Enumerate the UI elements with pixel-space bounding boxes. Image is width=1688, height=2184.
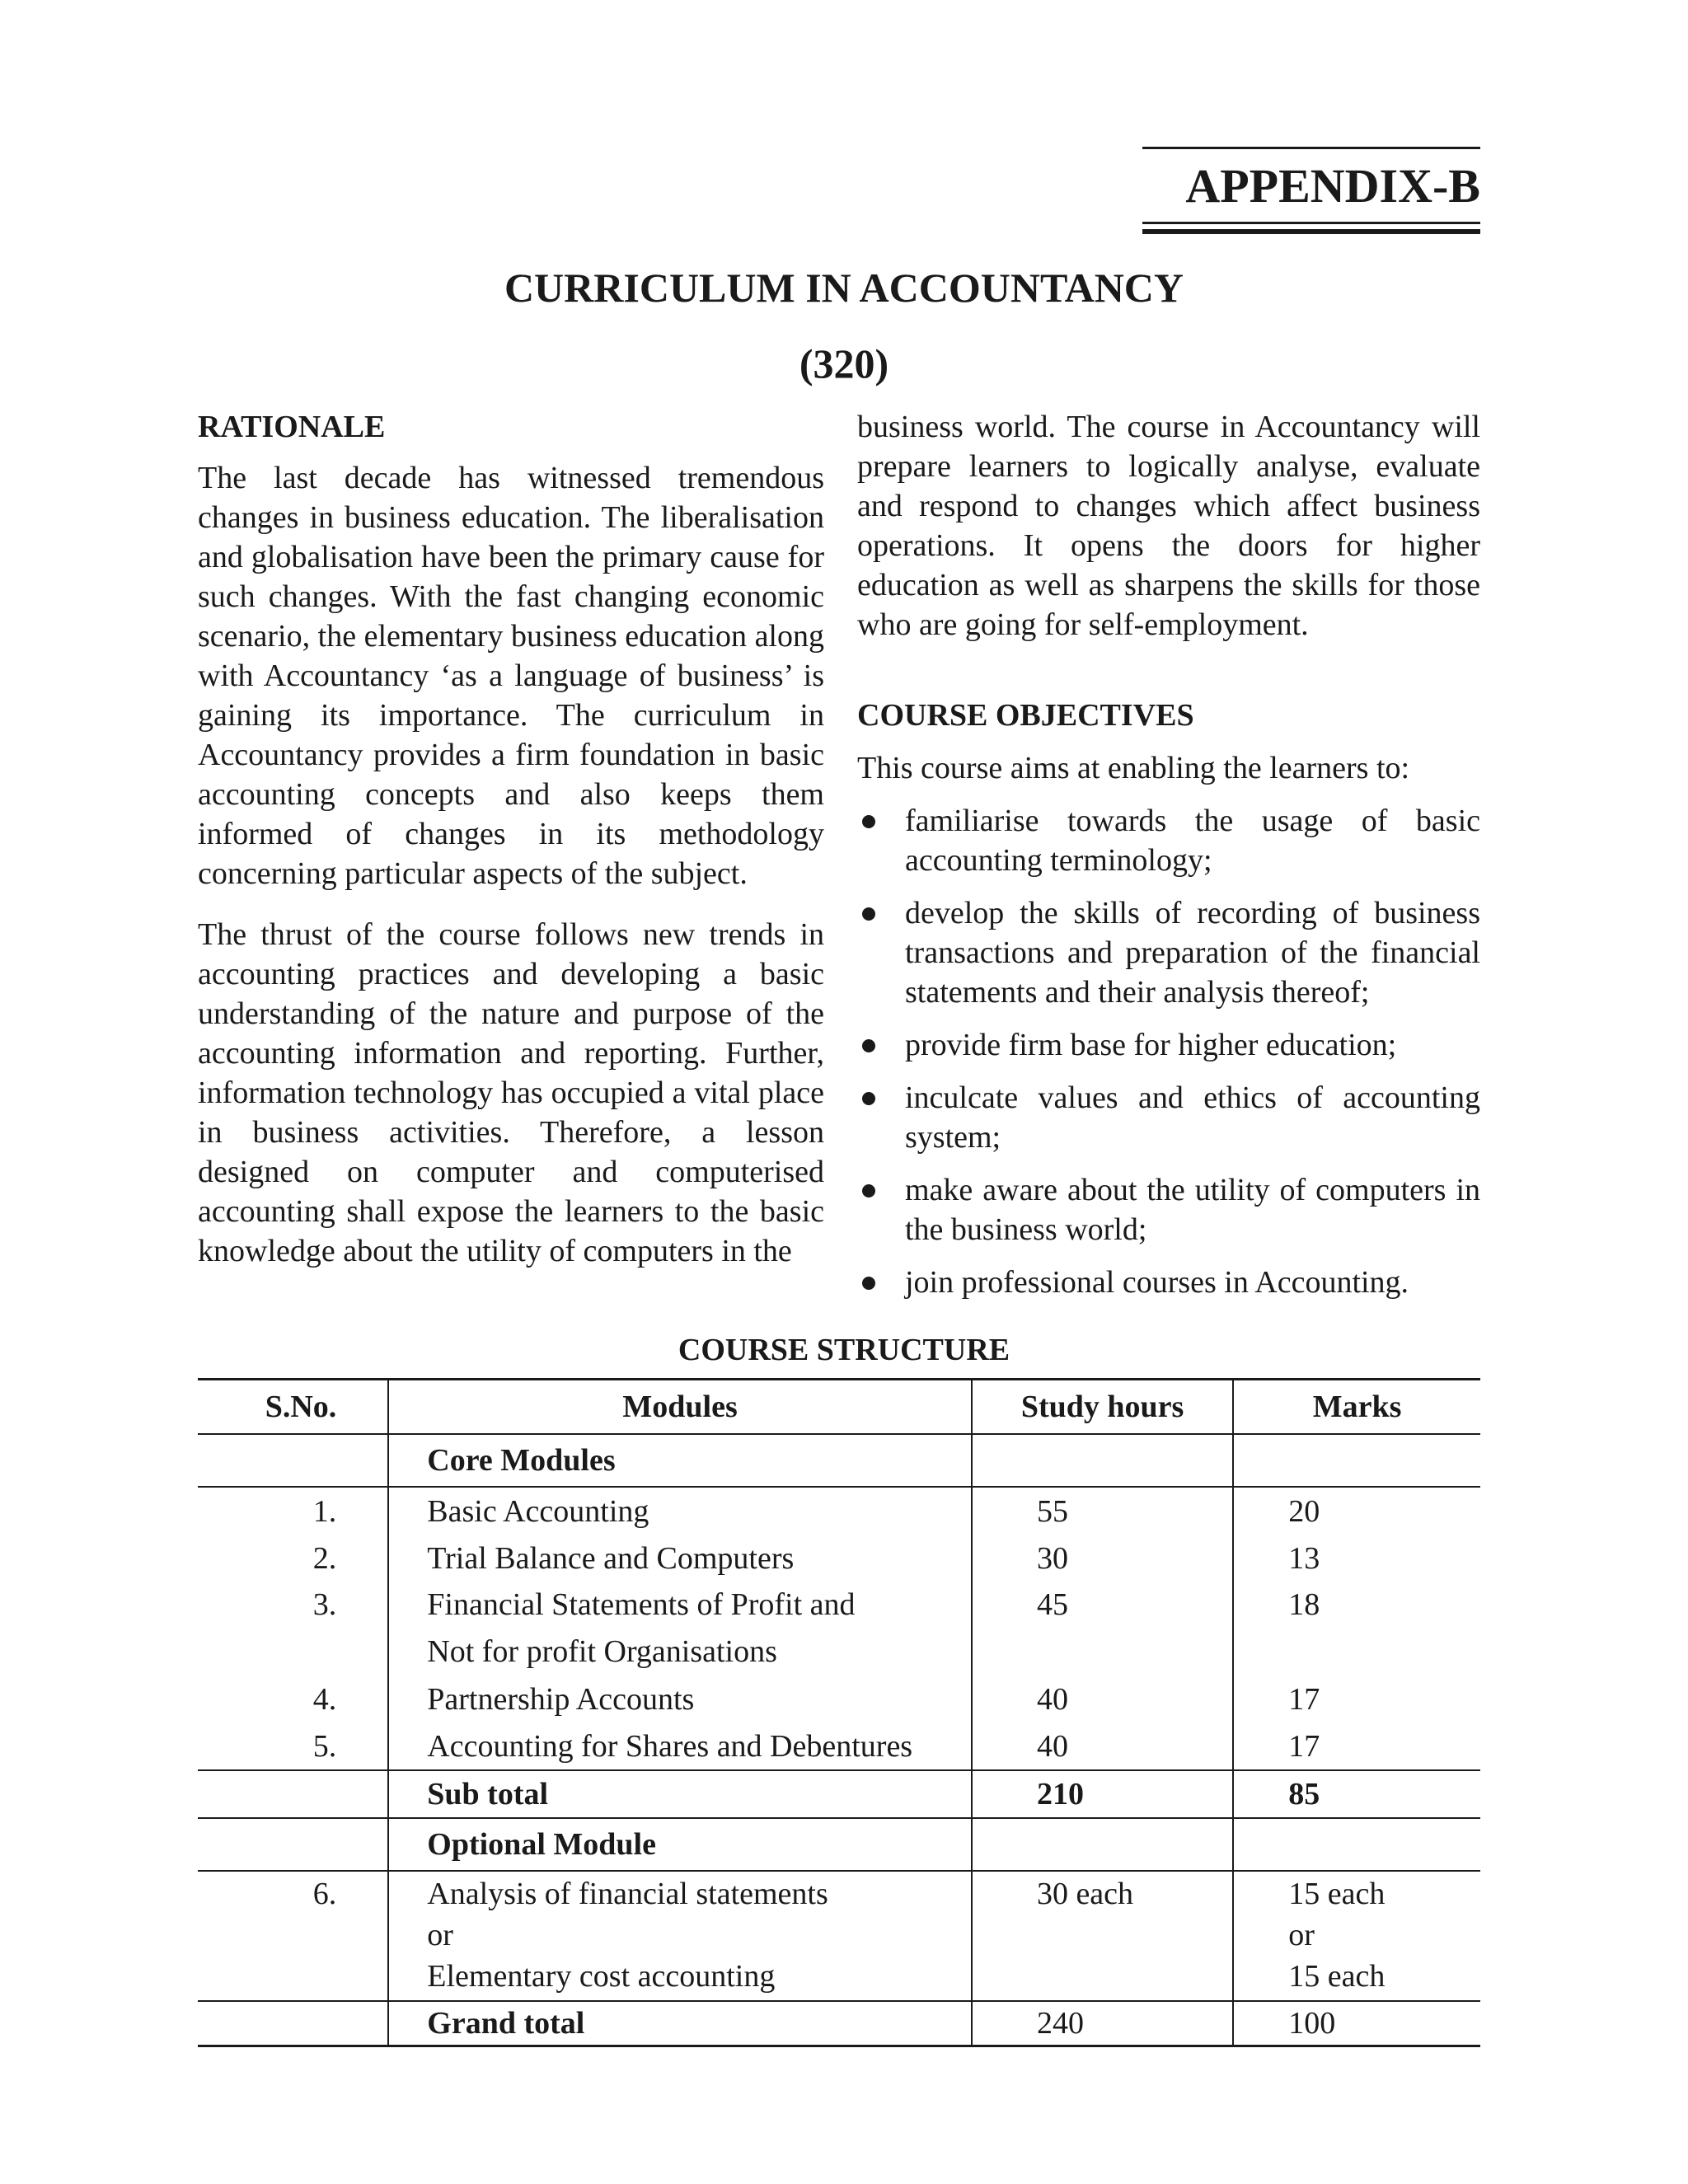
bullet-icon <box>862 1039 875 1052</box>
table-row: 4. Partnership Accounts 40 17 <box>198 1675 1480 1722</box>
bullet-icon <box>862 907 875 921</box>
rationale-paragraph-2-continued: business world. The course in Accountancy will prepare learners to logically analyse, evaluate and respond to changes which affect business operations. It opens the doors for higher education as well as sharpens the skills for those who are going for self-employment. <box>857 410 1480 642</box>
table-row: 3. Financial Statements of Profit and Not for profit Organisations 45 18 <box>198 1582 1480 1675</box>
bullet-icon <box>862 815 875 828</box>
page-title: CURRICULUM IN ACCOUNTANCY <box>504 265 1184 311</box>
optional-module-row <box>198 1818 1480 1871</box>
table-row: 5. Accounting for Shares and Debentures 40 17 <box>198 1722 1480 1770</box>
appendix-rule-top <box>1142 147 1480 149</box>
rationale-heading: RATIONALE <box>198 410 386 444</box>
list-item: provide firm base for higher education; <box>857 1025 1480 1065</box>
table-header-row <box>198 1380 1480 1435</box>
objectives-heading: COURSE OBJECTIVES <box>857 698 1194 733</box>
list-item: make aware about the utility of computers in the business world; <box>857 1170 1480 1249</box>
header-modules: Modules <box>388 1380 972 1435</box>
course-code: (320) <box>799 340 889 387</box>
objectives-intro: This course aims at enabling the learners to: <box>857 751 1410 785</box>
optional-module-heading: Optional Module <box>388 1818 972 1871</box>
bullet-icon <box>862 1277 875 1290</box>
rationale-paragraph-1: The last decade has witnessed tremendous changes in business education. The liberalisation and globalisation have been the primary cause for such changes. With the fast changing economic scenario, the elementary business education along with Accountancy ‘as a language of business’ is gaining its importance. The curriculum in Accountancy provides a firm foundation in basic accounting concepts and also keeps them informed of changes in its methodology concerning particular aspects of the subject. <box>198 461 824 891</box>
list-item: join professional courses in Accounting. <box>857 1263 1480 1302</box>
course-structure-title: COURSE STRUCTURE <box>678 1333 1010 1367</box>
table-row: 2. Trial Balance and Computers 30 13 <box>198 1535 1480 1582</box>
left-column <box>198 407 824 1271</box>
appendix-label: APPENDIX-B <box>1185 159 1480 213</box>
appendix-rule-bottom <box>1142 222 1480 224</box>
core-modules-row <box>198 1434 1480 1487</box>
header-study-hours: Study hours <box>972 1380 1233 1435</box>
table-row: 1. Basic Accounting 55 20 <box>198 1487 1480 1535</box>
bullet-icon <box>862 1092 875 1105</box>
list-item: familiarise towards the usage of basic accounting terminology; <box>857 801 1480 880</box>
list-item: inculcate values and ethics of accounting system; <box>857 1078 1480 1157</box>
core-modules-heading: Core Modules <box>388 1434 972 1487</box>
objectives-list <box>857 801 1480 1302</box>
rationale-paragraph-2: The thrust of the course follows new trends in accounting practices and developing a basic understanding of the nature and purpose of the accounting information and reporting. Further, information technology has occupied a vital place in business activities. Therefore, a lesson designed on computer and computerised accounting shall expose the learners to the basic knowledge about the utility of computers in the <box>198 917 824 1268</box>
header-marks: Marks <box>1233 1380 1480 1435</box>
appendix-rule-bottom-thick <box>1142 229 1480 234</box>
bullet-icon <box>862 1184 875 1197</box>
appendix-header <box>1142 147 1480 234</box>
list-item: develop the skills of recording of business transactions and preparation of the financial statements and their analysis thereof; <box>857 893 1480 1012</box>
right-column <box>857 407 1480 1315</box>
header-sno: S.No. <box>198 1380 388 1435</box>
course-structure-table <box>198 1378 1480 2047</box>
grand-total-row: Grand total 240 100 <box>198 2001 1480 2046</box>
subtotal-row: Sub total 210 85 <box>198 1770 1480 1818</box>
table-row: 6. Analysis of financial statements or Elementary cost accounting 30 each 15 each or 15 each <box>198 1871 1480 2001</box>
